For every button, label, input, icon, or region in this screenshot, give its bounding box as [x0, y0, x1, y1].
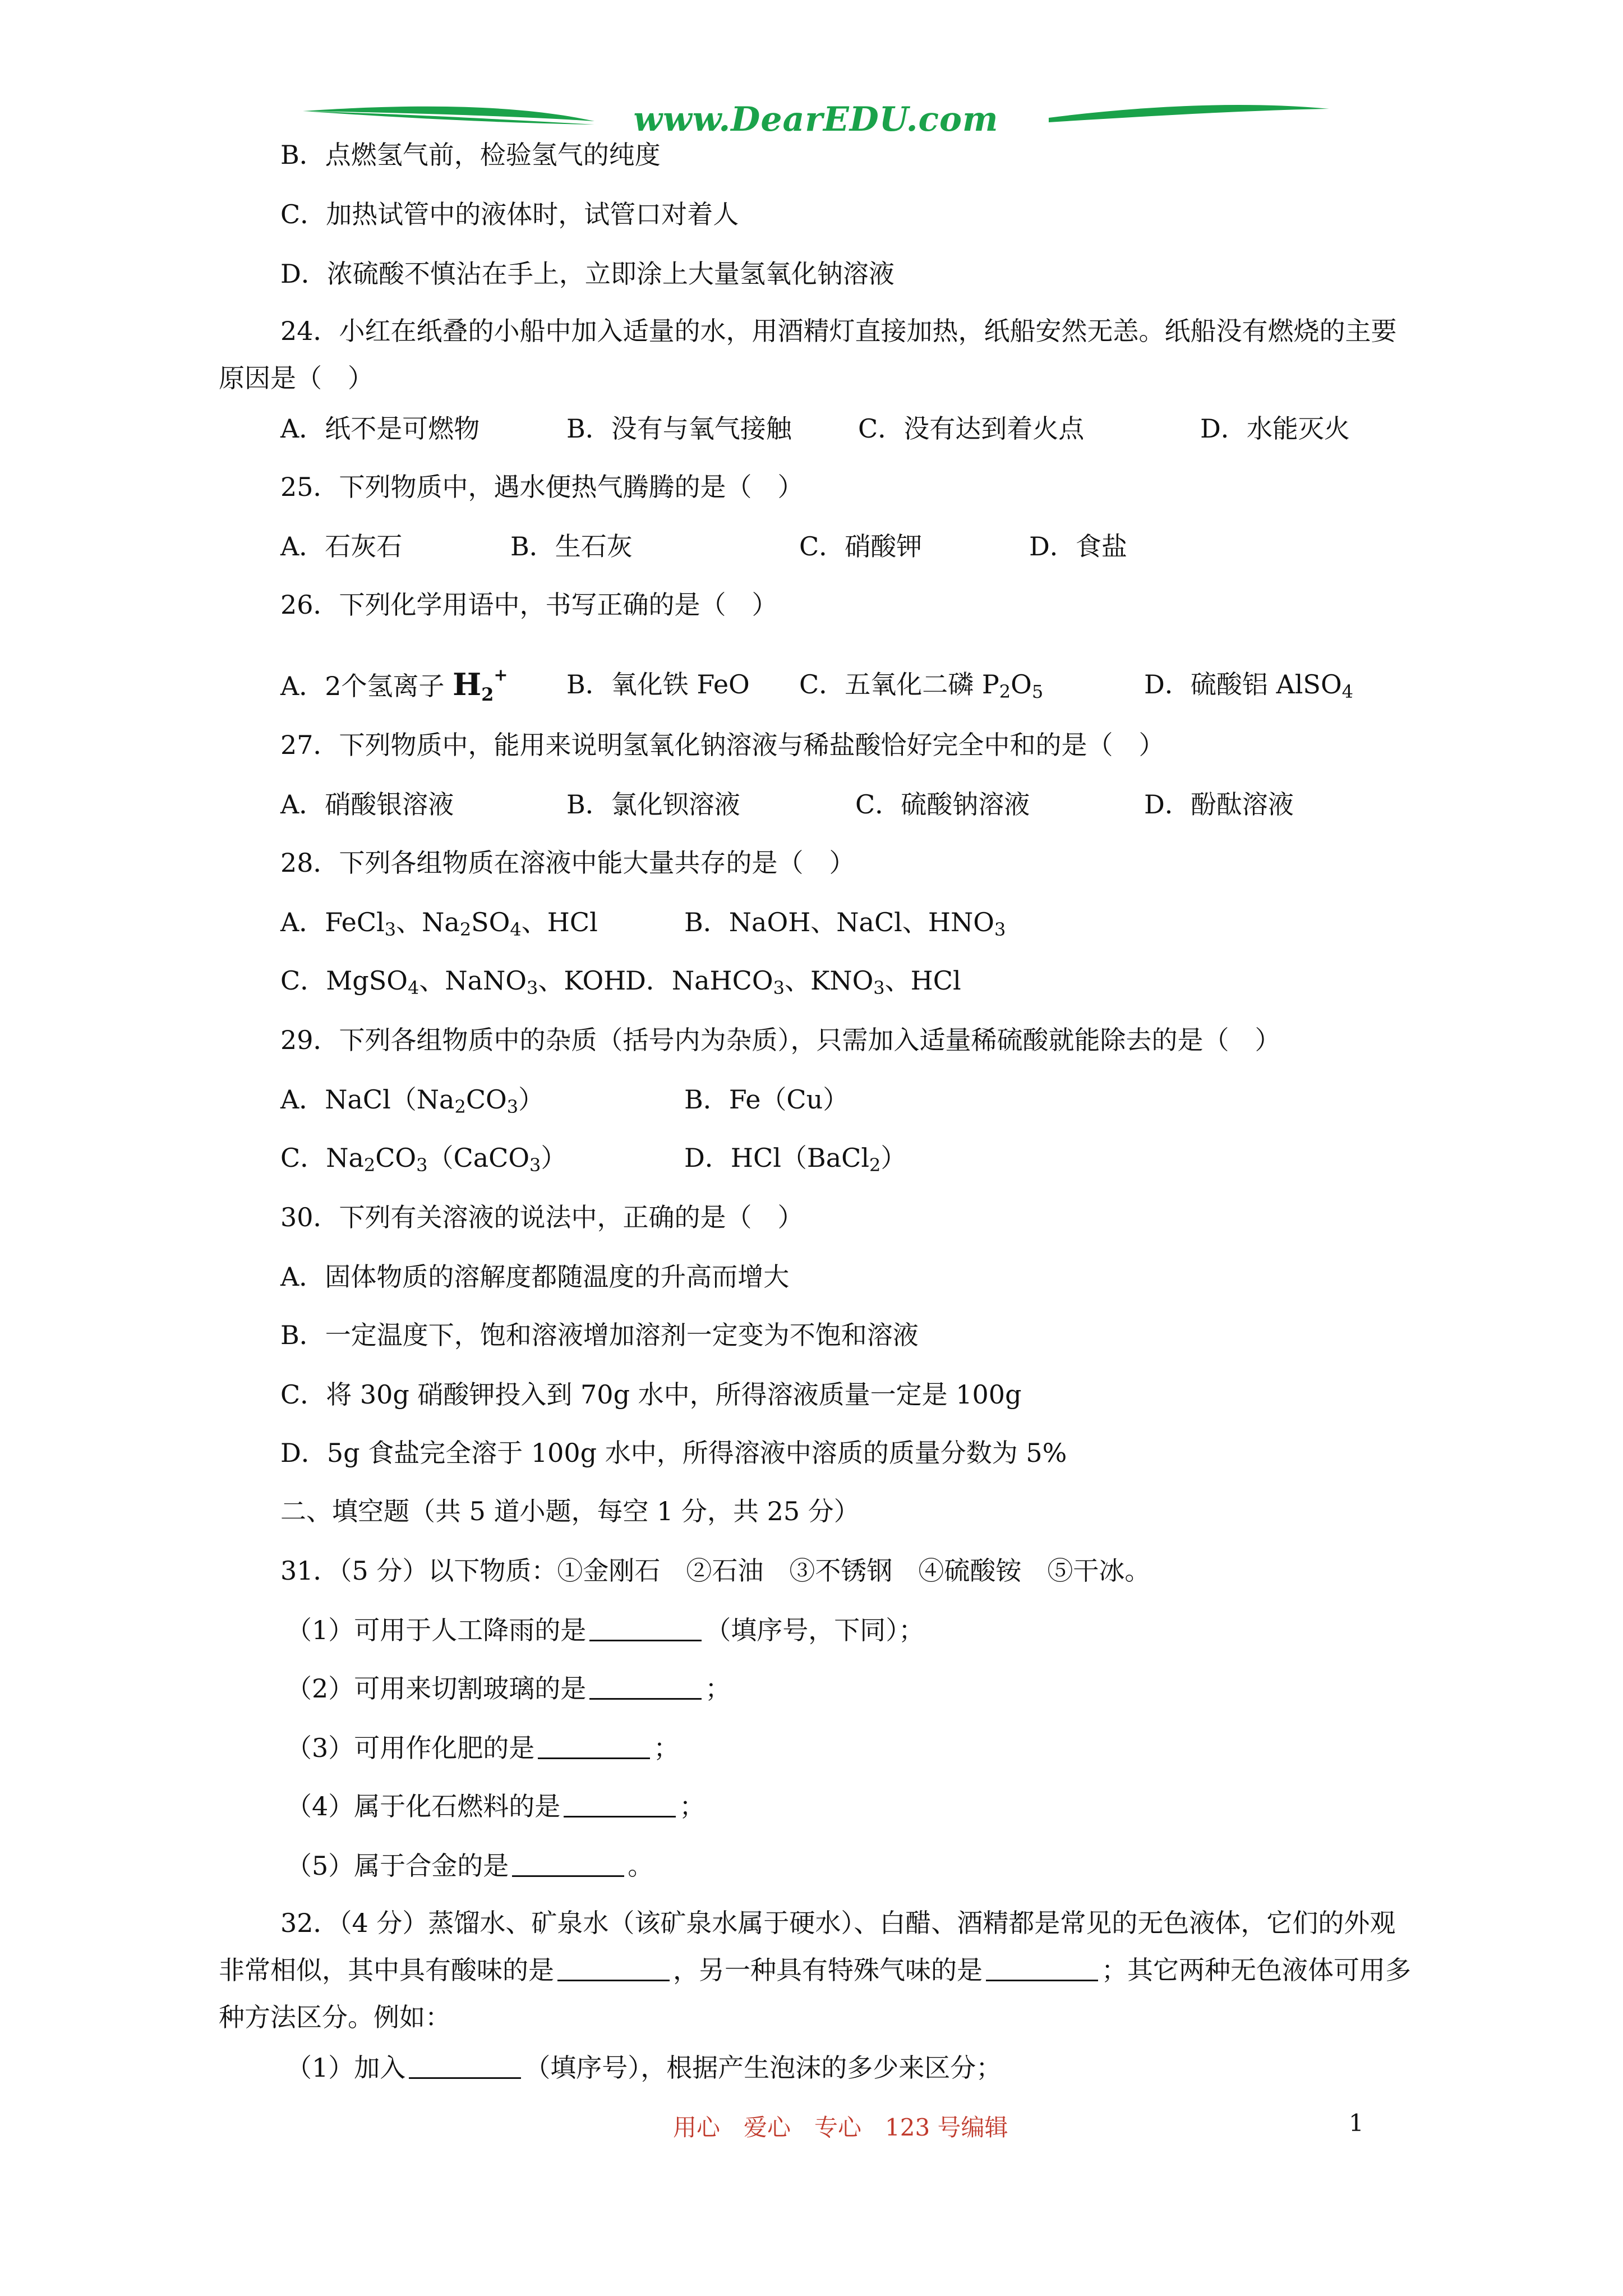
blank-suffix: ；	[679, 1791, 706, 1821]
formula-subscript: 3	[773, 977, 785, 999]
formula-text: SO	[471, 907, 510, 937]
formula-subscript: 2	[454, 1096, 466, 1117]
formula-subscript: 5	[1031, 681, 1044, 702]
answer-blank[interactable]	[538, 1733, 650, 1759]
formula-subscript: 2	[869, 1154, 881, 1176]
q25-option-b: B．生石灰	[510, 531, 633, 562]
formula-text: （CaCO	[427, 1143, 530, 1173]
site-logo-text: www.DearEDU.com	[633, 100, 999, 139]
q31-item-4	[286, 1789, 705, 1823]
answer-blank[interactable]	[986, 1955, 1098, 1981]
formula-subscript: 3	[526, 977, 538, 999]
question-32	[219, 1899, 1413, 2041]
formula-text: O	[1011, 669, 1032, 700]
q24-option-a: A．纸不是可燃物	[280, 413, 480, 444]
page-number: 1	[1349, 2109, 1364, 2137]
formula-subscript: 4	[407, 977, 419, 999]
formula-symbol: H	[453, 666, 482, 702]
q23-option-c: C．加热试管中的液体时，试管口对着人	[280, 199, 739, 229]
q29-option-a	[280, 1083, 544, 1116]
q31-item-2	[286, 1672, 731, 1705]
q29-option-b: B．Fe（Cu）	[684, 1084, 849, 1115]
q27-option-c: C．硫酸钠溶液	[855, 789, 1030, 820]
q30-option-a: A．固体物质的溶解度都随温度的升高而增大	[280, 1262, 790, 1292]
answer-blank[interactable]	[564, 1791, 676, 1818]
q28-option-d	[625, 964, 961, 997]
q28-option-a	[280, 905, 598, 939]
formula-subscript: 2	[999, 681, 1011, 702]
question-24: 24．小红在纸叠的小船中加入适量的水，用酒精灯直接加热，纸船安然无恙。纸船没有燃烧的主要原因是（ ）	[219, 316, 1397, 393]
answer-blank[interactable]	[589, 1673, 702, 1700]
formula-text: A．FeCl	[280, 907, 385, 937]
answer-blank[interactable]	[589, 1615, 702, 1641]
blank-suffix: ；	[705, 1673, 731, 1704]
q27-option-a: A．硝酸银溶液	[280, 789, 454, 820]
blank-suffix: （填序号），根据产生泡沫的多少来区分；	[524, 2053, 1002, 2083]
q28-option-c	[280, 964, 626, 997]
q32-text: ，另一种具有特殊气味的是	[673, 1955, 983, 1985]
formula-text: B．NaOH、NaCl、HNO	[684, 907, 994, 937]
q31-item-1	[286, 1613, 924, 1647]
formula-text: D．硫酸铝 AlSO	[1144, 669, 1342, 700]
q26-option-d	[1144, 668, 1353, 701]
question-27: 27．下列物质中，能用来说明氢氧化钠溶液与稀盐酸恰好完全中和的是（ ）	[280, 730, 1165, 760]
formula-text: C．MgSO	[280, 965, 408, 996]
formula-text: CO	[375, 1143, 417, 1173]
q23-option-b: B．点燃氢气前，检验氢气的纯度	[280, 140, 661, 170]
q30-option-c: C．将 30g 硝酸钾投入到 70g 水中，所得溶液质量一定是 100g	[280, 1379, 1022, 1410]
q32-item-1	[286, 2051, 1002, 2085]
formula-text: A．NaCl（Na	[280, 1084, 455, 1115]
formula-text: ）	[518, 1084, 545, 1115]
formula-subscript: 3	[506, 1096, 519, 1117]
formula-text: D．HCl（BaCl	[684, 1143, 870, 1173]
blank-suffix: 。	[628, 1851, 654, 1881]
q25-option-c: C．硝酸钾	[799, 531, 923, 562]
blank-prompt: （4）属于化石燃料的是	[286, 1791, 561, 1821]
formula-charge: +	[494, 665, 508, 685]
formula-subscript: 3	[416, 1154, 428, 1176]
q27-option-b: B．氯化钡溶液	[566, 789, 740, 820]
question-25: 25．下列物质中，遇水便热气腾腾的是（ ）	[280, 472, 804, 502]
hydrogen-ion-formula	[453, 665, 508, 705]
formula-subscript: 4	[510, 919, 522, 940]
answer-blank[interactable]	[557, 1955, 670, 1981]
blank-suffix: （填序号，下同）；	[705, 1615, 925, 1645]
q31-item-5	[286, 1849, 653, 1883]
blank-prompt: （2）可用来切割玻璃的是	[286, 1673, 587, 1704]
formula-subscript: 3	[529, 1154, 541, 1176]
blank-prompt: （3）可用作化肥的是	[286, 1733, 535, 1763]
q26-option-b: B．氧化铁 FeO	[566, 669, 750, 700]
blank-prompt: （5）属于合金的是	[286, 1851, 509, 1881]
blank-prompt: （1）可用于人工降雨的是	[286, 1615, 587, 1645]
formula-subscript: 2	[363, 1154, 376, 1176]
formula-subscript: 4	[1341, 681, 1354, 702]
blank-suffix: ；	[653, 1733, 680, 1763]
footer-note: 用心 爱心 专心 123 号编辑	[673, 2114, 1008, 2141]
q30-option-b: B．一定温度下，饱和溶液增加溶剂一定变为不饱和溶液	[280, 1320, 919, 1350]
q26-option-c	[799, 668, 1043, 701]
question-26: 26．下列化学用语中，书写正确的是（ ）	[280, 590, 778, 620]
q32-text: 32．（4 分）蒸馏水、矿泉水（该矿泉水属于硬水）、白醋、酒精都是常见的无色液体，它们的外观非常相似，其中具有酸味的是	[219, 1908, 1396, 1985]
q23-option-d: D．浓硫酸不慎沾在手上，立即涂上大量氢氧化钠溶液	[280, 259, 895, 289]
q25-option-d: D．食盐	[1029, 531, 1127, 562]
q27-option-d: D．酚酞溶液	[1144, 789, 1294, 820]
q30-option-d: D．5g 食盐完全溶于 100g 水中，所得溶液中溶质的质量分数为 5%	[280, 1438, 1067, 1468]
q24-option-b: B．没有与氧气接触	[566, 413, 792, 444]
question-28: 28．下列各组物质在溶液中能大量共存的是（ ）	[280, 848, 855, 878]
q24-option-c: C．没有达到着火点	[858, 413, 1085, 444]
formula-subscript: 2	[459, 919, 472, 940]
q32-text: ；其它两种无色液体可用多种方法区分。例如：	[219, 1955, 1411, 2032]
section-heading: 二、填空题（共 5 道小题，每空 1 分，共 25 分）	[280, 1496, 860, 1526]
formula-subscript: 3	[384, 919, 396, 940]
q29-option-d	[684, 1141, 906, 1175]
q25-option-a: A．石灰石	[280, 531, 403, 562]
q29-option-c	[280, 1141, 566, 1175]
answer-blank[interactable]	[409, 2053, 521, 2079]
formula-subscript: 3	[994, 919, 1006, 940]
formula-text: ）	[880, 1143, 907, 1173]
blank-prompt: （1）加入	[286, 2053, 406, 2083]
formula-text: 、Na	[396, 907, 460, 937]
q28-option-b	[684, 905, 1006, 939]
formula-text: 、NaNO	[419, 965, 527, 996]
q24-option-d: D．水能灭火	[1200, 413, 1350, 444]
formula-text: ）	[541, 1143, 567, 1173]
formula-text: C．五氧化二磷 P	[799, 669, 999, 700]
q26-option-a-text: A．2个氢离子	[280, 671, 445, 701]
formula-subscript: 2	[481, 684, 494, 705]
formula-text: C．Na	[280, 1143, 364, 1173]
formula-text: D．NaHCO	[625, 965, 773, 996]
q26-option-a	[280, 665, 508, 705]
formula-text: CO	[465, 1084, 507, 1115]
question-30: 30．下列有关溶液的说法中，正确的是（ ）	[280, 1202, 804, 1232]
answer-blank[interactable]	[512, 1851, 624, 1877]
question-29: 29．下列各组物质中的杂质（括号内为杂质），只需加入适量稀硫酸就能除去的是（ ）	[280, 1025, 1281, 1055]
formula-text: 、HCl	[521, 907, 598, 937]
question-31: 31．（5 分）以下物质：①金刚石 ②石油 ③不锈钢 ④硫酸铵 ⑤干冰。	[280, 1556, 1151, 1586]
formula-text: 、HCl	[884, 965, 961, 996]
formula-subscript: 3	[873, 977, 885, 999]
q31-item-3	[286, 1731, 679, 1765]
formula-text: 、KNO	[784, 965, 874, 996]
formula-text: 、KOH	[538, 965, 626, 996]
